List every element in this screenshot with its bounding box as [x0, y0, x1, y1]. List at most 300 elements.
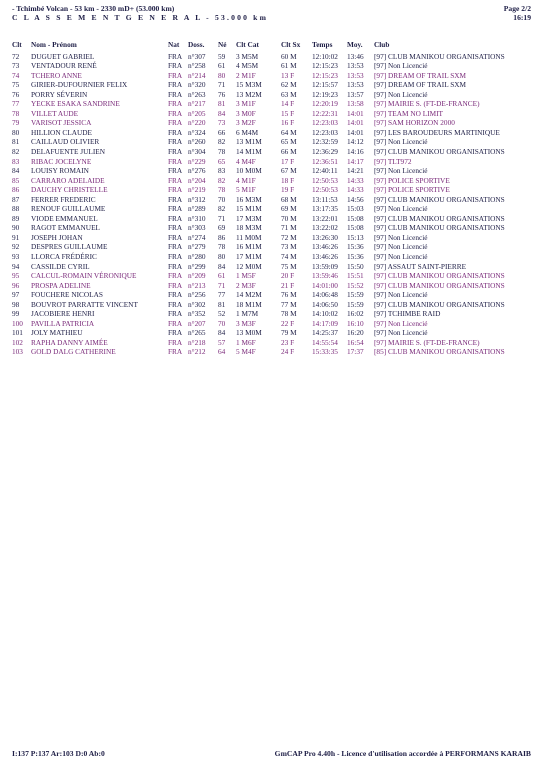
cell-club: [97] LES BAROUDEURS MARTINIQUE	[374, 127, 500, 137]
cell-category-rank: 17 M1M	[236, 252, 262, 261]
cell-average: 15:59	[347, 299, 364, 309]
cell-time: 14:01:00	[312, 280, 338, 290]
cell-category-rank: 14 M2M	[236, 290, 262, 300]
cell-nationality: FRA	[168, 261, 183, 271]
cell-time: 12:36:51	[312, 156, 338, 166]
cell-rank: 102	[12, 337, 23, 347]
cell-average: 16:20	[347, 328, 364, 338]
cell-nationality: FRA	[168, 194, 183, 204]
cell-bib: n°212	[188, 347, 206, 357]
cell-time: 14:10:02	[312, 309, 338, 319]
cell-bib: n°289	[188, 204, 206, 214]
cell-time: 13:11:53	[312, 194, 338, 204]
cell-category-rank: 1 M6F	[236, 337, 256, 347]
cell-rank: 76	[12, 89, 20, 99]
cell-rank: 72	[12, 51, 20, 61]
cell-birth-year: 81	[218, 299, 226, 309]
cell-club: [97] Non Licencié	[374, 252, 428, 261]
cell-nationality: FRA	[168, 156, 183, 166]
cell-rank: 95	[12, 271, 20, 281]
cell-birth-year: 82	[218, 204, 226, 214]
cell-birth-year: 84	[218, 261, 226, 271]
cell-birth-year: 86	[218, 232, 226, 242]
cell-sex-rank: 61 M	[281, 61, 297, 71]
cell-name: GOLD DALG CATHERINE	[31, 347, 116, 357]
cell-time: 12:50:53	[312, 185, 338, 195]
cell-name: BOUVROT PARRATTE VINCENT	[31, 299, 138, 309]
cell-sex-rank: 79 M	[281, 328, 297, 338]
cell-time: 12:50:53	[312, 175, 338, 185]
race-title: - Tchimbé Volcan - 53 km - 2330 mD+ (53.000 km)	[12, 4, 175, 13]
cell-nationality: FRA	[168, 137, 183, 147]
cell-bib: n°310	[188, 213, 206, 223]
column-header: Moy.	[347, 40, 363, 49]
cell-average: 14:17	[347, 156, 364, 166]
cell-nationality: FRA	[168, 89, 183, 99]
cell-name: JOSEPH JOHAN	[31, 232, 83, 242]
cell-nationality: FRA	[168, 309, 183, 319]
cell-club: [97] MAIRIE S. (FT-DE-FRANCE)	[374, 99, 480, 109]
cell-name: VENTADOUR RENÉ	[31, 61, 97, 71]
cell-bib: n°258	[188, 61, 206, 71]
cell-rank: 84	[12, 166, 20, 176]
column-header: Né	[218, 40, 227, 49]
cell-average: 14:01	[347, 127, 364, 137]
cell-rank: 81	[12, 137, 20, 147]
cell-time: 13:26:30	[312, 232, 338, 242]
cell-birth-year: 84	[218, 328, 226, 338]
table-row	[12, 80, 537, 90]
cell-average: 14:01	[347, 108, 364, 118]
cell-name: PROSPA ADELINE	[31, 280, 91, 290]
cell-name: CAILLAUD OLIVIER	[31, 137, 100, 147]
cell-rank: 87	[12, 194, 20, 204]
cell-time: 14:25:37	[312, 328, 338, 338]
cell-birth-year: 78	[218, 242, 226, 252]
cell-category-rank: 2 M1F	[236, 70, 256, 80]
cell-rank: 94	[12, 261, 20, 271]
table-row	[12, 319, 537, 329]
cell-sex-rank: 21 F	[281, 280, 295, 290]
cell-club: [97] CLUB MANIKOU ORGANISATIONS	[374, 51, 505, 61]
cell-nationality: FRA	[168, 290, 183, 300]
cell-sex-rank: 22 F	[281, 318, 295, 328]
cell-name: VIODE EMMANUEL	[31, 213, 98, 223]
cell-name: HILLION CLAUDE	[31, 127, 92, 137]
cell-name: LOUISY ROMAIN	[31, 166, 89, 176]
cell-time: 12:15:57	[312, 80, 338, 90]
cell-bib: n°324	[188, 127, 206, 137]
cell-time: 13:22:01	[312, 213, 338, 223]
cell-bib: n°320	[188, 80, 206, 90]
cell-name: TCHERO ANNE	[31, 70, 82, 80]
cell-category-rank: 13 M0M	[236, 328, 262, 338]
cell-category-rank: 16 M3M	[236, 194, 262, 204]
cell-birth-year: 81	[218, 99, 226, 109]
table-row	[12, 233, 537, 243]
cell-bib: n°229	[188, 156, 206, 166]
cell-bib: n°260	[188, 137, 206, 147]
cell-average: 15:52	[347, 280, 364, 290]
cell-birth-year: 69	[218, 223, 226, 233]
cell-category-rank: 5 M4F	[236, 347, 256, 357]
cell-name: RENOUF GUILLAUME	[31, 204, 106, 214]
cell-sex-rank: 74 M	[281, 252, 297, 261]
classification-title: C L A S S E M E N T G E N E R A L - 53.000 km	[12, 13, 269, 22]
table-row	[12, 166, 537, 176]
table-row	[12, 290, 537, 300]
cell-sex-rank: 62 M	[281, 80, 297, 90]
cell-average: 13:53	[347, 61, 364, 71]
cell-name: PORRY SÉVERIN	[31, 89, 88, 99]
cell-nationality: FRA	[168, 242, 183, 252]
cell-average: 16:02	[347, 309, 364, 319]
cell-category-rank: 3 M1F	[236, 99, 256, 109]
cell-sex-rank: 63 M	[281, 89, 297, 99]
cell-category-rank: 4 M4F	[236, 156, 256, 166]
table-row	[12, 90, 537, 100]
cell-birth-year: 70	[218, 194, 226, 204]
table-row	[12, 147, 537, 157]
cell-nationality: FRA	[168, 108, 183, 118]
cell-bib: n°299	[188, 261, 206, 271]
cell-name: PAVILLA PATRICIA	[31, 318, 95, 328]
cell-nationality: FRA	[168, 166, 183, 176]
cell-club: [97] TLT972	[374, 156, 412, 166]
cell-category-rank: 15 M1M	[236, 204, 262, 214]
cell-time: 13:46:26	[312, 252, 338, 261]
cell-rank: 82	[12, 146, 20, 156]
cell-time: 13:22:02	[312, 223, 338, 233]
cell-time: 14:06:48	[312, 290, 338, 300]
column-header: Clt	[12, 40, 22, 49]
cell-birth-year: 71	[218, 280, 226, 290]
cell-club: [97] Non Licencié	[374, 328, 428, 338]
cell-sex-rank: 13 F	[281, 70, 295, 80]
table-row	[12, 137, 537, 147]
cell-sex-rank: 65 M	[281, 137, 297, 147]
cell-rank: 80	[12, 127, 20, 137]
cell-average: 14:33	[347, 175, 364, 185]
cell-rank: 73	[12, 61, 20, 71]
cell-rank: 93	[12, 252, 20, 261]
cell-bib: n°312	[188, 194, 206, 204]
cell-rank: 91	[12, 232, 20, 242]
cell-category-rank: 3 M3F	[236, 318, 256, 328]
cell-average: 14:21	[347, 166, 364, 176]
cell-bib: n°279	[188, 242, 206, 252]
table-row	[12, 99, 537, 109]
cell-birth-year: 64	[218, 347, 226, 357]
cell-category-rank: 5 M1F	[236, 185, 256, 195]
cell-club: [97] TCHIMBE RAID	[374, 309, 441, 319]
cell-rank: 90	[12, 223, 20, 233]
table-row	[12, 176, 537, 186]
cell-bib: n°307	[188, 51, 206, 61]
cell-bib: n°207	[188, 318, 206, 328]
cell-average: 13:53	[347, 70, 364, 80]
cell-club: [97] Non Licencié	[374, 290, 428, 300]
cell-birth-year: 71	[218, 80, 226, 90]
cell-name: RAPHA DANNY AIMÉE	[31, 337, 108, 347]
cell-bib: n°218	[188, 337, 206, 347]
cell-nationality: FRA	[168, 232, 183, 242]
cell-sex-rank: 17 F	[281, 156, 295, 166]
cell-sex-rank: 67 M	[281, 166, 297, 176]
cell-nationality: FRA	[168, 80, 183, 90]
cell-sex-rank: 66 M	[281, 146, 297, 156]
cell-time: 12:19:23	[312, 89, 338, 99]
cell-time: 12:10:02	[312, 51, 338, 61]
cell-name: DELAFUENTE JULIEN	[31, 146, 105, 156]
cell-nationality: FRA	[168, 318, 183, 328]
print-time: 16:19	[513, 13, 531, 22]
table-row	[12, 262, 537, 272]
cell-bib: n°256	[188, 290, 206, 300]
cell-club: [97] Non Licencié	[374, 204, 428, 214]
footer-stats: I:137 P:137 Ar:103 D:0 Ab:0	[12, 749, 105, 758]
cell-club: [97] CLUB MANIKOU ORGANISATIONS	[374, 271, 505, 281]
cell-time: 12:22:31	[312, 108, 338, 118]
cell-sex-rank: 15 F	[281, 108, 295, 118]
cell-club: [97] CLUB MANIKOU ORGANISATIONS	[374, 299, 505, 309]
cell-bib: n°265	[188, 328, 206, 338]
cell-rank: 88	[12, 204, 20, 214]
cell-rank: 96	[12, 280, 20, 290]
cell-bib: n°219	[188, 185, 206, 195]
cell-rank: 99	[12, 309, 20, 319]
cell-average: 16:10	[347, 318, 364, 328]
cell-name: CARRARO ADELAIDE	[31, 175, 105, 185]
cell-sex-rank: 14 F	[281, 99, 295, 109]
cell-club: [97] CLUB MANIKOU ORGANISATIONS	[374, 146, 505, 156]
cell-category-rank: 15 M3M	[236, 80, 262, 90]
cell-club: [97] Non Licencié	[374, 242, 428, 252]
cell-category-rank: 11 M0M	[236, 232, 262, 242]
cell-bib: n°204	[188, 175, 206, 185]
table-row	[12, 242, 537, 252]
table-row	[12, 328, 537, 338]
cell-club: [97] TEAM NO LIMIT	[374, 108, 443, 118]
cell-sex-rank: 70 M	[281, 213, 297, 223]
table-row	[12, 204, 537, 214]
cell-nationality: FRA	[168, 146, 183, 156]
cell-club: [97] Non Licencié	[374, 232, 428, 242]
cell-rank: 89	[12, 213, 20, 223]
cell-nationality: FRA	[168, 299, 183, 309]
table-row	[12, 252, 537, 262]
cell-time: 13:59:46	[312, 271, 338, 281]
cell-sex-rank: 71 M	[281, 223, 297, 233]
table-row	[12, 157, 537, 167]
cell-sex-rank: 19 F	[281, 185, 295, 195]
cell-club: [97] Non Licencié	[374, 137, 428, 147]
cell-category-rank: 12 M0M	[236, 261, 262, 271]
cell-birth-year: 57	[218, 337, 226, 347]
cell-nationality: FRA	[168, 328, 183, 338]
cell-birth-year: 78	[218, 185, 226, 195]
cell-name: LLORCA FRÉDÉRIC	[31, 252, 97, 261]
cell-rank: 78	[12, 108, 20, 118]
cell-bib: n°352	[188, 309, 206, 319]
cell-time: 14:17:09	[312, 318, 338, 328]
cell-nationality: FRA	[168, 70, 183, 80]
cell-time: 12:36:29	[312, 146, 338, 156]
table-row	[12, 214, 537, 224]
cell-rank: 97	[12, 290, 20, 300]
cell-club: [97] Non Licencié	[374, 166, 428, 176]
cell-average: 14:01	[347, 118, 364, 128]
cell-category-rank: 2 M3F	[236, 280, 256, 290]
cell-name: CALCUL-ROMAIN VÉRONIQUE	[31, 271, 137, 281]
table-row	[12, 347, 537, 357]
cell-name: DUGUET GABRIEL	[31, 51, 95, 61]
cell-birth-year: 76	[218, 89, 226, 99]
cell-birth-year: 83	[218, 166, 226, 176]
cell-nationality: FRA	[168, 347, 183, 357]
cell-average: 15:13	[347, 232, 364, 242]
cell-average: 14:12	[347, 137, 364, 147]
cell-birth-year: 77	[218, 290, 226, 300]
cell-average: 15:08	[347, 213, 364, 223]
cell-sex-rank: 64 M	[281, 127, 297, 137]
cell-nationality: FRA	[168, 213, 183, 223]
cell-category-rank: 3 M0F	[236, 108, 256, 118]
cell-sex-rank: 23 F	[281, 337, 295, 347]
cell-category-rank: 14 M1M	[236, 146, 262, 156]
cell-nationality: FRA	[168, 204, 183, 214]
cell-name: DAUCHY CHRISTELLE	[31, 185, 108, 195]
cell-category-rank: 10 M0M	[236, 166, 262, 176]
footer-license: GmCAP Pro 4.40h - Licence d'utilisation accordée à PERFORMANS KARAIB	[274, 749, 531, 758]
table-row	[12, 271, 537, 281]
cell-birth-year: 52	[218, 309, 226, 319]
cell-nationality: FRA	[168, 118, 183, 128]
column-header: Temps	[312, 40, 333, 49]
cell-club: [97] CLUB MANIKOU ORGANISATIONS	[374, 213, 505, 223]
cell-bib: n°217	[188, 99, 206, 109]
report-header	[12, 4, 268, 22]
cell-birth-year: 84	[218, 108, 226, 118]
cell-time: 15:33:35	[312, 347, 338, 357]
cell-name: YECKE ESAKA SANDRINE	[31, 99, 120, 109]
cell-name: FOUCHERE NICOLAS	[31, 290, 103, 300]
table-row	[12, 185, 537, 195]
cell-sex-rank: 77 M	[281, 299, 297, 309]
cell-time: 12:20:19	[312, 99, 338, 109]
cell-category-rank: 13 M2M	[236, 89, 262, 99]
cell-club: [97] Non Licencié	[374, 318, 428, 328]
table-row	[12, 195, 537, 205]
cell-club: [97] CLUB MANIKOU ORGANISATIONS	[374, 223, 505, 233]
cell-rank: 75	[12, 80, 20, 90]
cell-sex-rank: 20 F	[281, 271, 295, 281]
cell-time: 12:32:59	[312, 137, 338, 147]
table-row	[12, 338, 537, 348]
cell-average: 13:57	[347, 89, 364, 99]
cell-birth-year: 78	[218, 146, 226, 156]
cell-category-rank: 16 M1M	[236, 242, 262, 252]
cell-bib: n°220	[188, 118, 206, 128]
cell-category-rank: 6 M4M	[236, 127, 259, 137]
cell-club: [97] MAIRIE S. (FT-DE-FRANCE)	[374, 337, 480, 347]
cell-average: 13:58	[347, 99, 364, 109]
cell-club: [97] Non Licencié	[374, 89, 428, 99]
cell-name: RIBAC JOCELYNE	[31, 156, 92, 166]
cell-club: [97] DREAM OF TRAIL SXM	[374, 70, 467, 80]
cell-average: 15:03	[347, 204, 364, 214]
cell-name: RAGOT EMMANUEL	[31, 223, 100, 233]
cell-time: 12:23:03	[312, 118, 338, 128]
cell-nationality: FRA	[168, 223, 183, 233]
cell-average: 15:36	[347, 252, 364, 261]
cell-sex-rank: 60 M	[281, 51, 297, 61]
cell-nationality: FRA	[168, 337, 183, 347]
column-header: Nat	[168, 40, 180, 49]
table-row	[12, 281, 537, 291]
cell-sex-rank: 68 M	[281, 194, 297, 204]
cell-category-rank: 3 M5M	[236, 51, 259, 61]
cell-time: 12:23:03	[312, 127, 338, 137]
cell-sex-rank: 76 M	[281, 290, 297, 300]
cell-category-rank: 13 M1M	[236, 137, 262, 147]
cell-average: 15:36	[347, 242, 364, 252]
table-header-row	[12, 40, 537, 52]
cell-birth-year: 73	[218, 118, 226, 128]
cell-name: DESPRES GUILLAUME	[31, 242, 108, 252]
cell-time: 12:15:23	[312, 70, 338, 80]
table-row	[12, 61, 537, 71]
cell-bib: n°276	[188, 166, 206, 176]
cell-bib: n°280	[188, 252, 206, 261]
cell-time: 12:15:23	[312, 61, 338, 71]
cell-average: 16:54	[347, 337, 364, 347]
cell-category-rank: 1 M5F	[236, 271, 256, 281]
cell-nationality: FRA	[168, 271, 183, 281]
cell-birth-year: 70	[218, 318, 226, 328]
cell-bib: n°214	[188, 70, 206, 80]
cell-nationality: FRA	[168, 51, 183, 61]
results-table	[12, 40, 537, 357]
cell-bib: n°303	[188, 223, 206, 233]
table-row	[12, 71, 537, 81]
column-header: Clt Sx	[281, 40, 301, 49]
cell-birth-year: 61	[218, 271, 226, 281]
cell-average: 14:16	[347, 146, 364, 156]
cell-club: [97] Non Licencié	[374, 61, 428, 71]
cell-bib: n°304	[188, 146, 206, 156]
cell-rank: 74	[12, 70, 20, 80]
cell-time: 14:06:50	[312, 299, 338, 309]
cell-time: 13:59:09	[312, 261, 338, 271]
cell-bib: n°263	[188, 89, 206, 99]
cell-category-rank: 18 M1M	[236, 299, 262, 309]
cell-sex-rank: 24 F	[281, 347, 295, 357]
cell-bib: n°213	[188, 280, 206, 290]
cell-nationality: FRA	[168, 99, 183, 109]
cell-average: 15:59	[347, 290, 364, 300]
cell-birth-year: 71	[218, 213, 226, 223]
cell-bib: n°274	[188, 232, 206, 242]
cell-nationality: FRA	[168, 280, 183, 290]
cell-club: [97] CLUB MANIKOU ORGANISATIONS	[374, 280, 505, 290]
column-header: Clt Cat	[236, 40, 259, 49]
cell-birth-year: 65	[218, 156, 226, 166]
cell-club: [97] CLUB MANIKOU ORGANISATIONS	[374, 194, 505, 204]
cell-average: 15:50	[347, 261, 364, 271]
page-number: Page 2/2	[503, 4, 531, 13]
cell-rank: 100	[12, 318, 23, 328]
